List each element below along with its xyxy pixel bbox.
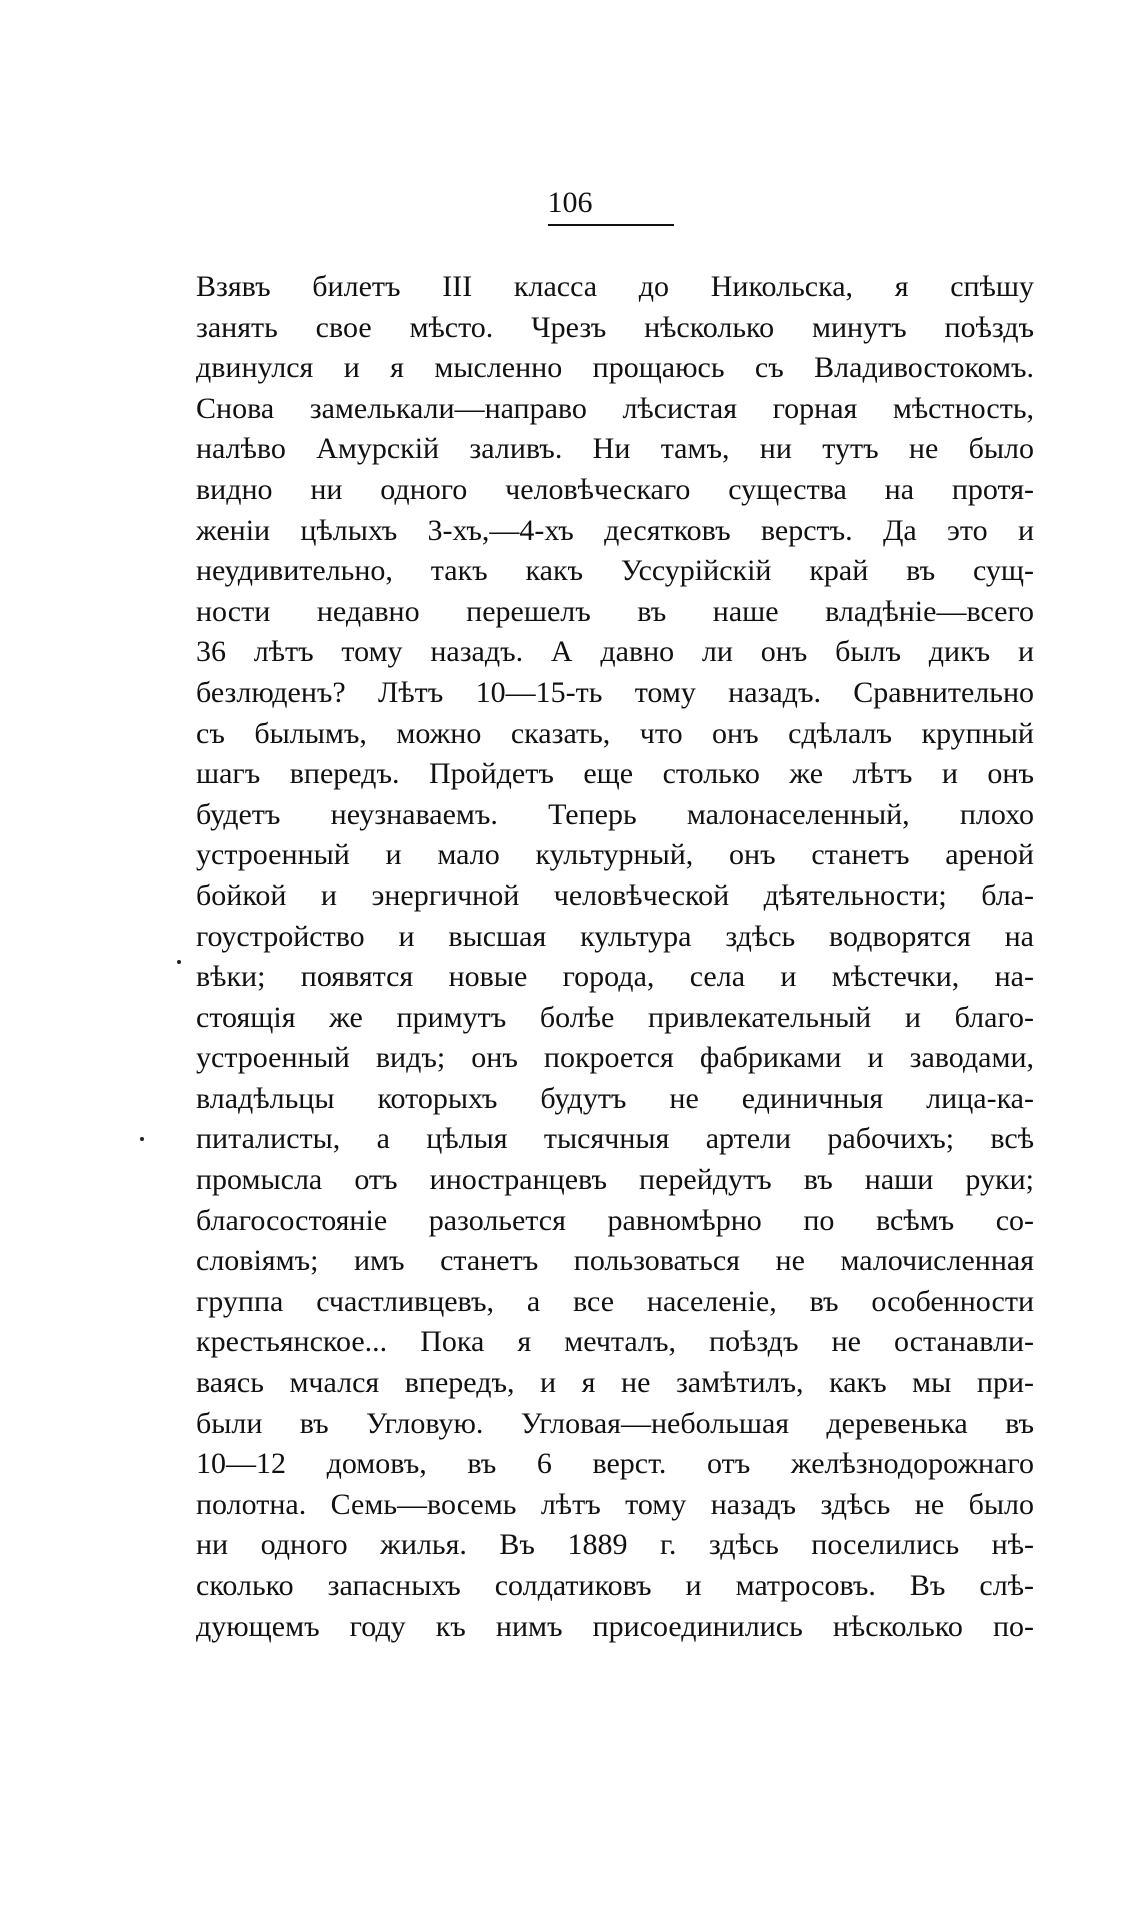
body-text [196, 267, 1034, 1647]
text-line: Снова замелькали—направо лѣсистая горная мѣстность, [196, 391, 1034, 425]
page-number-rule [548, 224, 674, 226]
text-line: владѣльцы которыхъ будутъ не единичныя лица-ка- [196, 1081, 1034, 1115]
text-line: ни одного жилья. Въ 1889 г. здѣсь поселились нѣ- [196, 1528, 1034, 1562]
text-line: занять свое мѣсто. Чрезъ нѣсколько минутъ поѣздъ [196, 310, 1034, 344]
text-line: устроенный видъ; онъ покроется фабриками и заводами, [196, 1041, 1034, 1075]
text-line: полотна. Семь—восемь лѣтъ тому назадъ здѣсь не было [196, 1487, 1034, 1521]
text-line: питалисты, а цѣлыя тысячныя артели рабочихъ; всѣ [196, 1122, 1034, 1156]
text-line: женіи цѣлыхъ 3-хъ,—4-хъ десятковъ верстъ. Да это и [196, 513, 1034, 547]
text-line: двинулся и я мысленно прощаюсь съ Владивостокомъ. [196, 351, 1034, 385]
text-line: гоустройство и высшая культура здѣсь водворятся на [196, 919, 1034, 953]
text-line: крестьянское... Пока я мечталъ, поѣздъ не останавли- [196, 1325, 1034, 1359]
text-line: бойкой и энергичной человѣческой дѣятельности; бла- [196, 878, 1034, 912]
text-line: шагъ впередъ. Пройдетъ еще столько же лѣтъ и онъ [196, 757, 1034, 791]
text-line: безлюденъ? Лѣтъ 10—15-ть тому назадъ. Сравнительно [196, 675, 1034, 709]
text-line: промысла отъ иностранцевъ перейдутъ въ наши руки; [196, 1163, 1034, 1197]
text-line: стоящія же примутъ болѣе привлекательный и благо- [196, 1000, 1034, 1034]
text-line: устроенный и мало культурный, онъ станетъ ареной [196, 838, 1034, 872]
text-line: налѣво Амурскій заливъ. Ни тамъ, ни тутъ не было [196, 432, 1034, 466]
text-line: съ былымъ, можно сказать, что онъ сдѣлалъ крупный [196, 716, 1034, 750]
text-line: ности недавно перешелъ въ наше владѣніе—всего [196, 594, 1034, 628]
text-line: группа счастливцевъ, а все населеніе, въ особенности [196, 1284, 1034, 1318]
text-line: были въ Угловую. Угловая—небольшая деревенька въ [196, 1406, 1034, 1440]
text-line: благосостояніе разольется равномѣрно по всѣмъ со- [196, 1203, 1034, 1237]
text-line: 36 лѣтъ тому назадъ. А давно ли онъ былъ дикъ и [196, 635, 1034, 669]
text-line: сколько запасныхъ солдатиковъ и матросовъ. Въ слѣ- [196, 1569, 1034, 1602]
text-line: дующемъ году къ нимъ присоединились нѣсколько по- [196, 1609, 1034, 1643]
text-line: видно ни одного человѣческаго существа на протя- [196, 472, 1034, 506]
text-line: словіямъ; имъ станетъ пользоваться не малочисленная [196, 1244, 1034, 1278]
text-line: Взявъ билетъ III класса до Никольска, я спѣшу [196, 270, 1034, 303]
text-line: вѣки; появятся новые города, села и мѣстечки, на- [196, 960, 1034, 994]
text-line: 10—12 домовъ, въ 6 верст. отъ желѣзнодорожнаго [196, 1447, 1034, 1481]
print-speck [177, 960, 181, 964]
text-line: будетъ неузнаваемъ. Теперь малонаселенный, плохо [196, 797, 1034, 831]
print-speck [140, 1137, 144, 1141]
text-line: ваясь мчался впередъ, и я не замѣтилъ, какъ мы при- [196, 1366, 1034, 1400]
page-number: 106 [547, 186, 593, 219]
text-line: неудивительно, такъ какъ Уссурійскій край въ сущ- [196, 554, 1034, 588]
